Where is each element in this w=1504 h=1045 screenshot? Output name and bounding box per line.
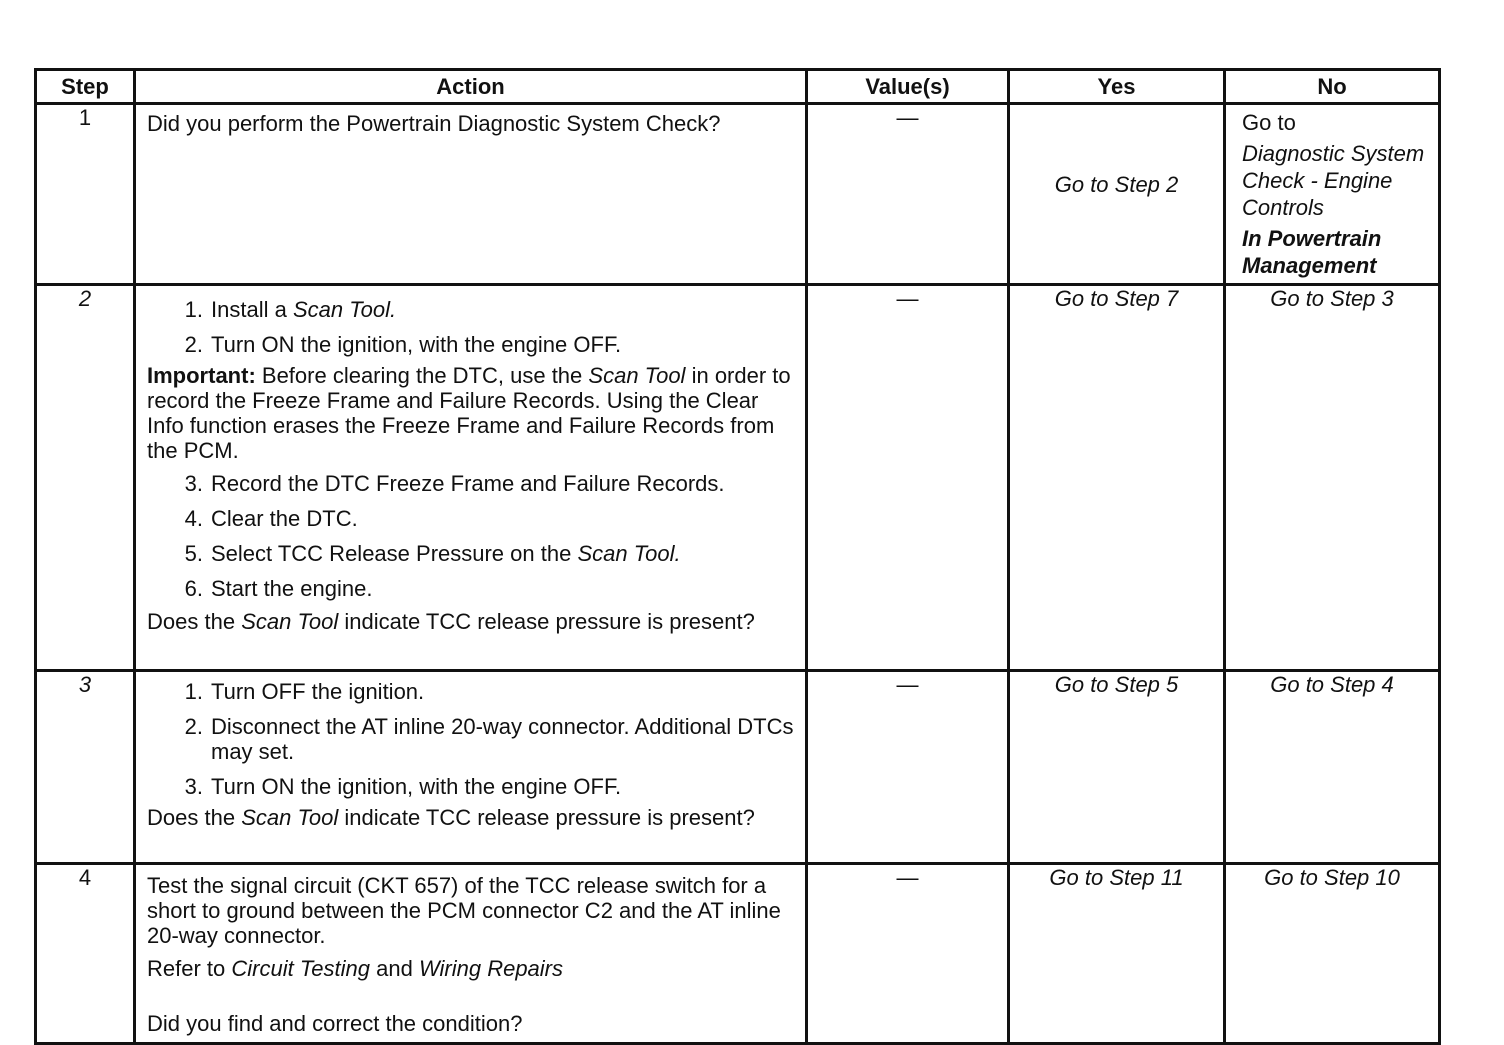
diagnostic-table [34,68,1441,1045]
item-number: 5. [184,541,203,566]
spacer [147,981,795,1001]
question-emphasis: Scan Tool [241,805,339,830]
action-question [147,609,795,634]
list-item [147,679,795,704]
refer-link-wiring-repairs[interactable]: Wiring Repairs [418,956,564,981]
question-emphasis: Scan Tool [241,609,339,634]
list-item [147,332,795,357]
item-number: 6. [184,576,203,601]
no-link[interactable]: Go to Step 4 [1270,672,1394,697]
value-cell [807,104,1009,285]
item-number: 2. [184,714,203,739]
header-values: Value(s) [807,70,1009,104]
important-note [147,363,795,463]
yes-cell [1009,104,1225,285]
step-number: 4 [78,865,92,890]
action-list [147,297,795,357]
no-link[interactable]: Go to Step 10 [1264,865,1400,890]
value-text: — [896,865,919,890]
item-text: Clear the DTC. [211,506,358,531]
header-yes: Yes [1009,70,1225,104]
list-item [147,297,795,322]
value-cell [807,285,1009,671]
step-cell [36,285,135,671]
no-suffix: In Powertrain Management [1242,226,1382,278]
yes-cell [1009,671,1225,864]
action-list [147,471,795,601]
no-link[interactable]: Diagnostic System Check - Engine Controls [1242,141,1425,220]
list-item [147,506,795,531]
important-emphasis: Scan Tool [588,363,686,388]
refer-link-circuit-testing[interactable]: Circuit Testing [231,956,370,981]
refer-text: Refer to [147,956,226,981]
no-cell [1225,864,1440,1044]
action-refer [147,956,795,981]
yes-link[interactable]: Go to Step 11 [1049,865,1184,890]
no-prefix: Go to [1242,110,1296,135]
no-link[interactable]: Go to Step 3 [1270,286,1394,311]
table-row [36,864,1440,1044]
header-no: No [1225,70,1440,104]
step-number: 1 [78,105,92,130]
action-cell [135,671,807,864]
item-text: Disconnect the AT inline 20-way connector. Additional DTCs may set. [211,714,794,764]
item-text: Install a [211,297,287,322]
value-text: — [896,105,919,130]
no-cell [1225,285,1440,671]
action-question: Did you find and correct the condition? [147,1011,523,1036]
value-text: — [896,672,919,697]
step-cell [36,864,135,1044]
list-item [147,714,795,764]
header-action: Action [135,70,807,104]
value-text: — [896,286,919,311]
header-step: Step [36,70,135,104]
table-row [36,671,1440,864]
action-cell [135,864,807,1044]
item-text: Record the DTC Freeze Frame and Failure Records. [211,471,725,496]
yes-link[interactable]: Go to Step 7 [1054,286,1179,311]
value-cell [807,864,1009,1044]
item-number: 1. [184,679,203,704]
refer-text: and [376,956,413,981]
item-number: 2. [184,332,203,357]
table-row [36,104,1440,285]
question-text: Does the [147,805,236,830]
item-number: 4. [184,506,203,531]
action-cell [135,104,807,285]
item-emphasis: Scan Tool. [577,541,681,566]
question-text: indicate TCC release pressure is present? [344,609,755,634]
action-question [147,805,795,830]
action-list [147,679,795,799]
table-row [36,285,1440,671]
header-row [36,70,1440,104]
list-item [147,774,795,799]
item-text: Select TCC Release Pressure on the [211,541,572,566]
action-question: Did you perform the Powertrain Diagnostic System Check? [147,111,721,136]
question-text: Does the [147,609,236,634]
yes-cell [1009,864,1225,1044]
action-cell [135,285,807,671]
item-text: Turn ON the ignition, with the engine OFF. [211,332,622,357]
list-item [147,576,795,601]
no-cell [1225,671,1440,864]
no-cell [1225,104,1440,285]
step-number: 2 [78,286,92,311]
item-number: 1. [184,297,203,322]
yes-cell [1009,285,1225,671]
yes-link[interactable]: Go to Step 5 [1054,672,1179,697]
important-label: Important: [147,363,256,388]
question-text: indicate TCC release pressure is present? [344,805,755,830]
item-emphasis: Scan Tool. [292,297,397,322]
important-text: in order to record the Freeze Frame and Failure Records. Using the Clear Info function erases the Freeze Frame and Failure Records from the PCM. [147,363,791,463]
important-text: Before clearing the DTC, use the [261,363,583,388]
step-number: 3 [78,672,92,697]
value-cell [807,671,1009,864]
step-cell [36,671,135,864]
yes-link[interactable]: Go to Step 2 [1054,171,1179,197]
action-test: Test the signal circuit (CKT 657) of the TCC release switch for a short to ground between the PCM connector C2 and the AT inline 20-way connector. [147,873,781,948]
item-number: 3. [184,471,203,496]
step-cell [36,104,135,285]
item-text: Turn ON the ignition, with the engine OFF. [211,774,622,799]
item-text: Turn OFF the ignition. [211,679,425,704]
item-text: Start the engine. [211,576,373,601]
list-item [147,471,795,496]
list-item [147,541,795,566]
item-number: 3. [184,774,203,799]
